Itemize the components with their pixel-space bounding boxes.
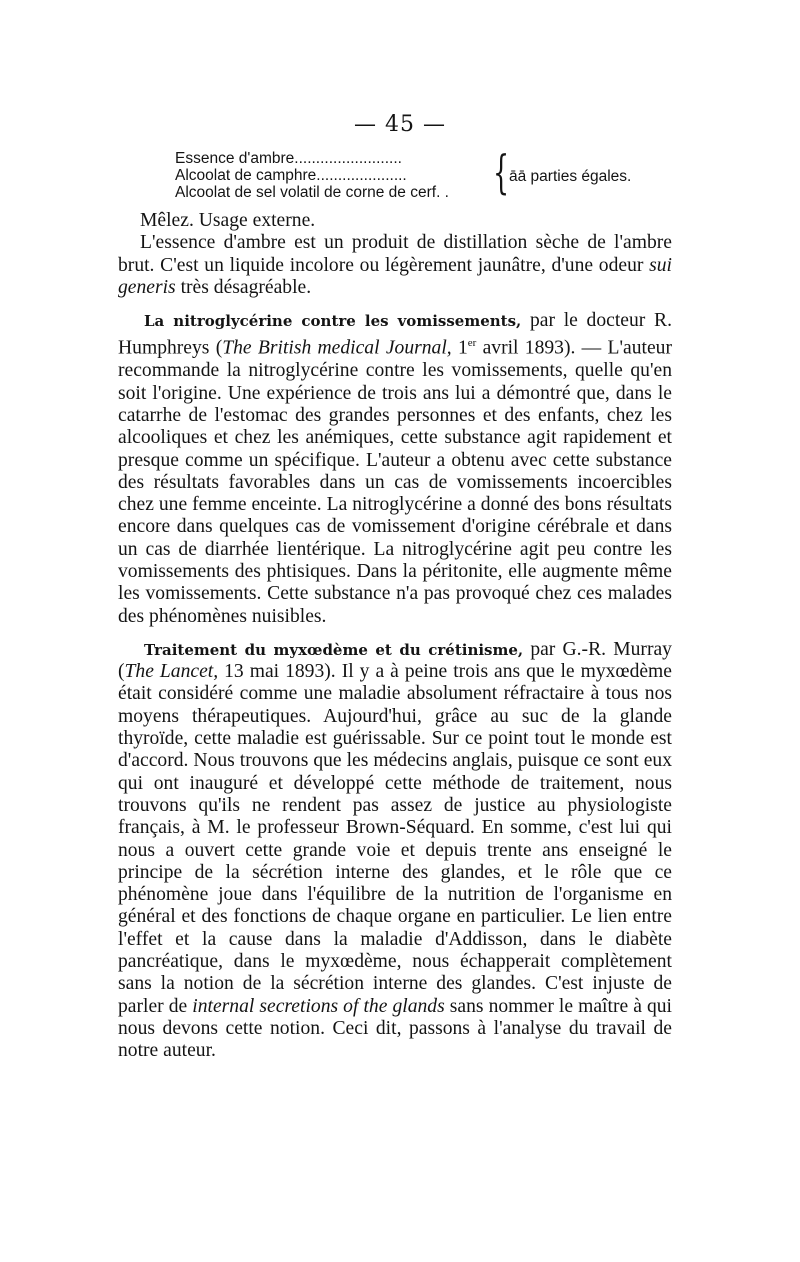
- italic-term: internal secretions of the glands: [192, 995, 445, 1017]
- myxoedeme-paragraph: [118, 639, 672, 1063]
- text-run: très désagréable.: [175, 276, 312, 298]
- ordinal-superscript: er: [467, 337, 477, 350]
- body-text: [118, 210, 672, 1063]
- nitroglycerine-paragraph: [118, 310, 672, 628]
- formula-brace: {: [493, 145, 510, 199]
- journal-title: The British medical Journal,: [222, 338, 452, 360]
- usage-paragraph: Mêlez. Usage externe.: [140, 210, 316, 231]
- text-run: 13 mai 1893). Il y a à peine trois ans que le myxœdème était considéré comme une maladie absolument réfractaire à tous nos moyens thérapeutiques. Aujourd'hui, grâce au suc de la glande thyroïde, cette maladie est guérissable. Sur ce point tout le monde est d'accord. Nous trouvons que les médecins anglais, puisque ce sont eux qui ont inauguré et développé cette méthode de traitement, nous trouvons qu'ils ne rendent pas assez de justice au physiologiste français, à M. le professeur Brown-Séquard. En somme, c'est lui qui nous a ouvert cette grande voie et depuis trente ans enseigné le principe de la sécrétion interne des glandes, et le rôle que ce phénomène joue dans l'équilibre de la nutrition de l'organisme en général et des fonctions de chaque organe en particulier. Le lien entre l'effet et la cause dans la maladie d'Addisson, dans le diabète pancréatique, dans le myxœdème, nous échapperait complètement sans la notion de la sécrétion interne des glandes. C'est injuste de parler de: [118, 661, 672, 1017]
- journal-title: The Lancet,: [124, 661, 219, 683]
- formula-block: [175, 145, 735, 201]
- italic-term: sui generis: [118, 254, 672, 298]
- text-run: avril 1893). — L'auteur recommande la nitroglycérine contre les vomissements, quelle qu'en soit l'origine. Une expérience de trois ans lui a démontré que, dans le catarrhe de l'estomac des grandes personnes et des enfants, chez les alcooliques et chez les anémiques, cette substance agit rapidement et presque comme un spécifique. L'auteur a obtenu avec cette substance des résultats favorables dans un cas de vomissements incoercibles chez une femme enceinte. La nitroglycérine a donné des bons résultats encore dans quelques cas de vomissement d'origine cérébrale et dans un cas de diarrhée lientérique. La nitroglycérine agit peu contre les vomissements des phtisiques. Dans la péritonite, elle augmente même les vomissements. Cette substance n'a pas provoqué chez ces malades des phénomènes nuisibles.: [118, 338, 672, 627]
- text-run: L'essence d'ambre est un produit de distillation sèche de l'ambre brut. C'est un liquide incolore ou légèrement jaunâtre, d'une odeur: [118, 232, 672, 276]
- formula-ingredient: Essence d'ambre.........................: [175, 150, 402, 167]
- text-run: par G.-R. Murray (: [118, 638, 672, 683]
- text-run: 1: [451, 338, 468, 360]
- page-number: — 45 —: [354, 112, 446, 137]
- section-heading: Traitement du myxœdème et du crétinisme,: [144, 640, 524, 659]
- text-run: sans nommer le maître à qui nous devons cette notion. Ceci dit, passons à l'analyse du travail de notre auteur.: [118, 995, 673, 1062]
- formula-ingredient: Alcoolat de camphre.....................: [175, 167, 407, 184]
- essence-paragraph: [118, 232, 672, 299]
- section-heading: La nitroglycérine contre les vomissements,: [144, 312, 522, 331]
- formula-quantity: āā parties égales.: [509, 168, 632, 185]
- text-run: par le docteur R. Humphreys (: [118, 310, 672, 360]
- formula-ingredient: Alcoolat de sel volatil de corne de cerf. .: [175, 184, 449, 201]
